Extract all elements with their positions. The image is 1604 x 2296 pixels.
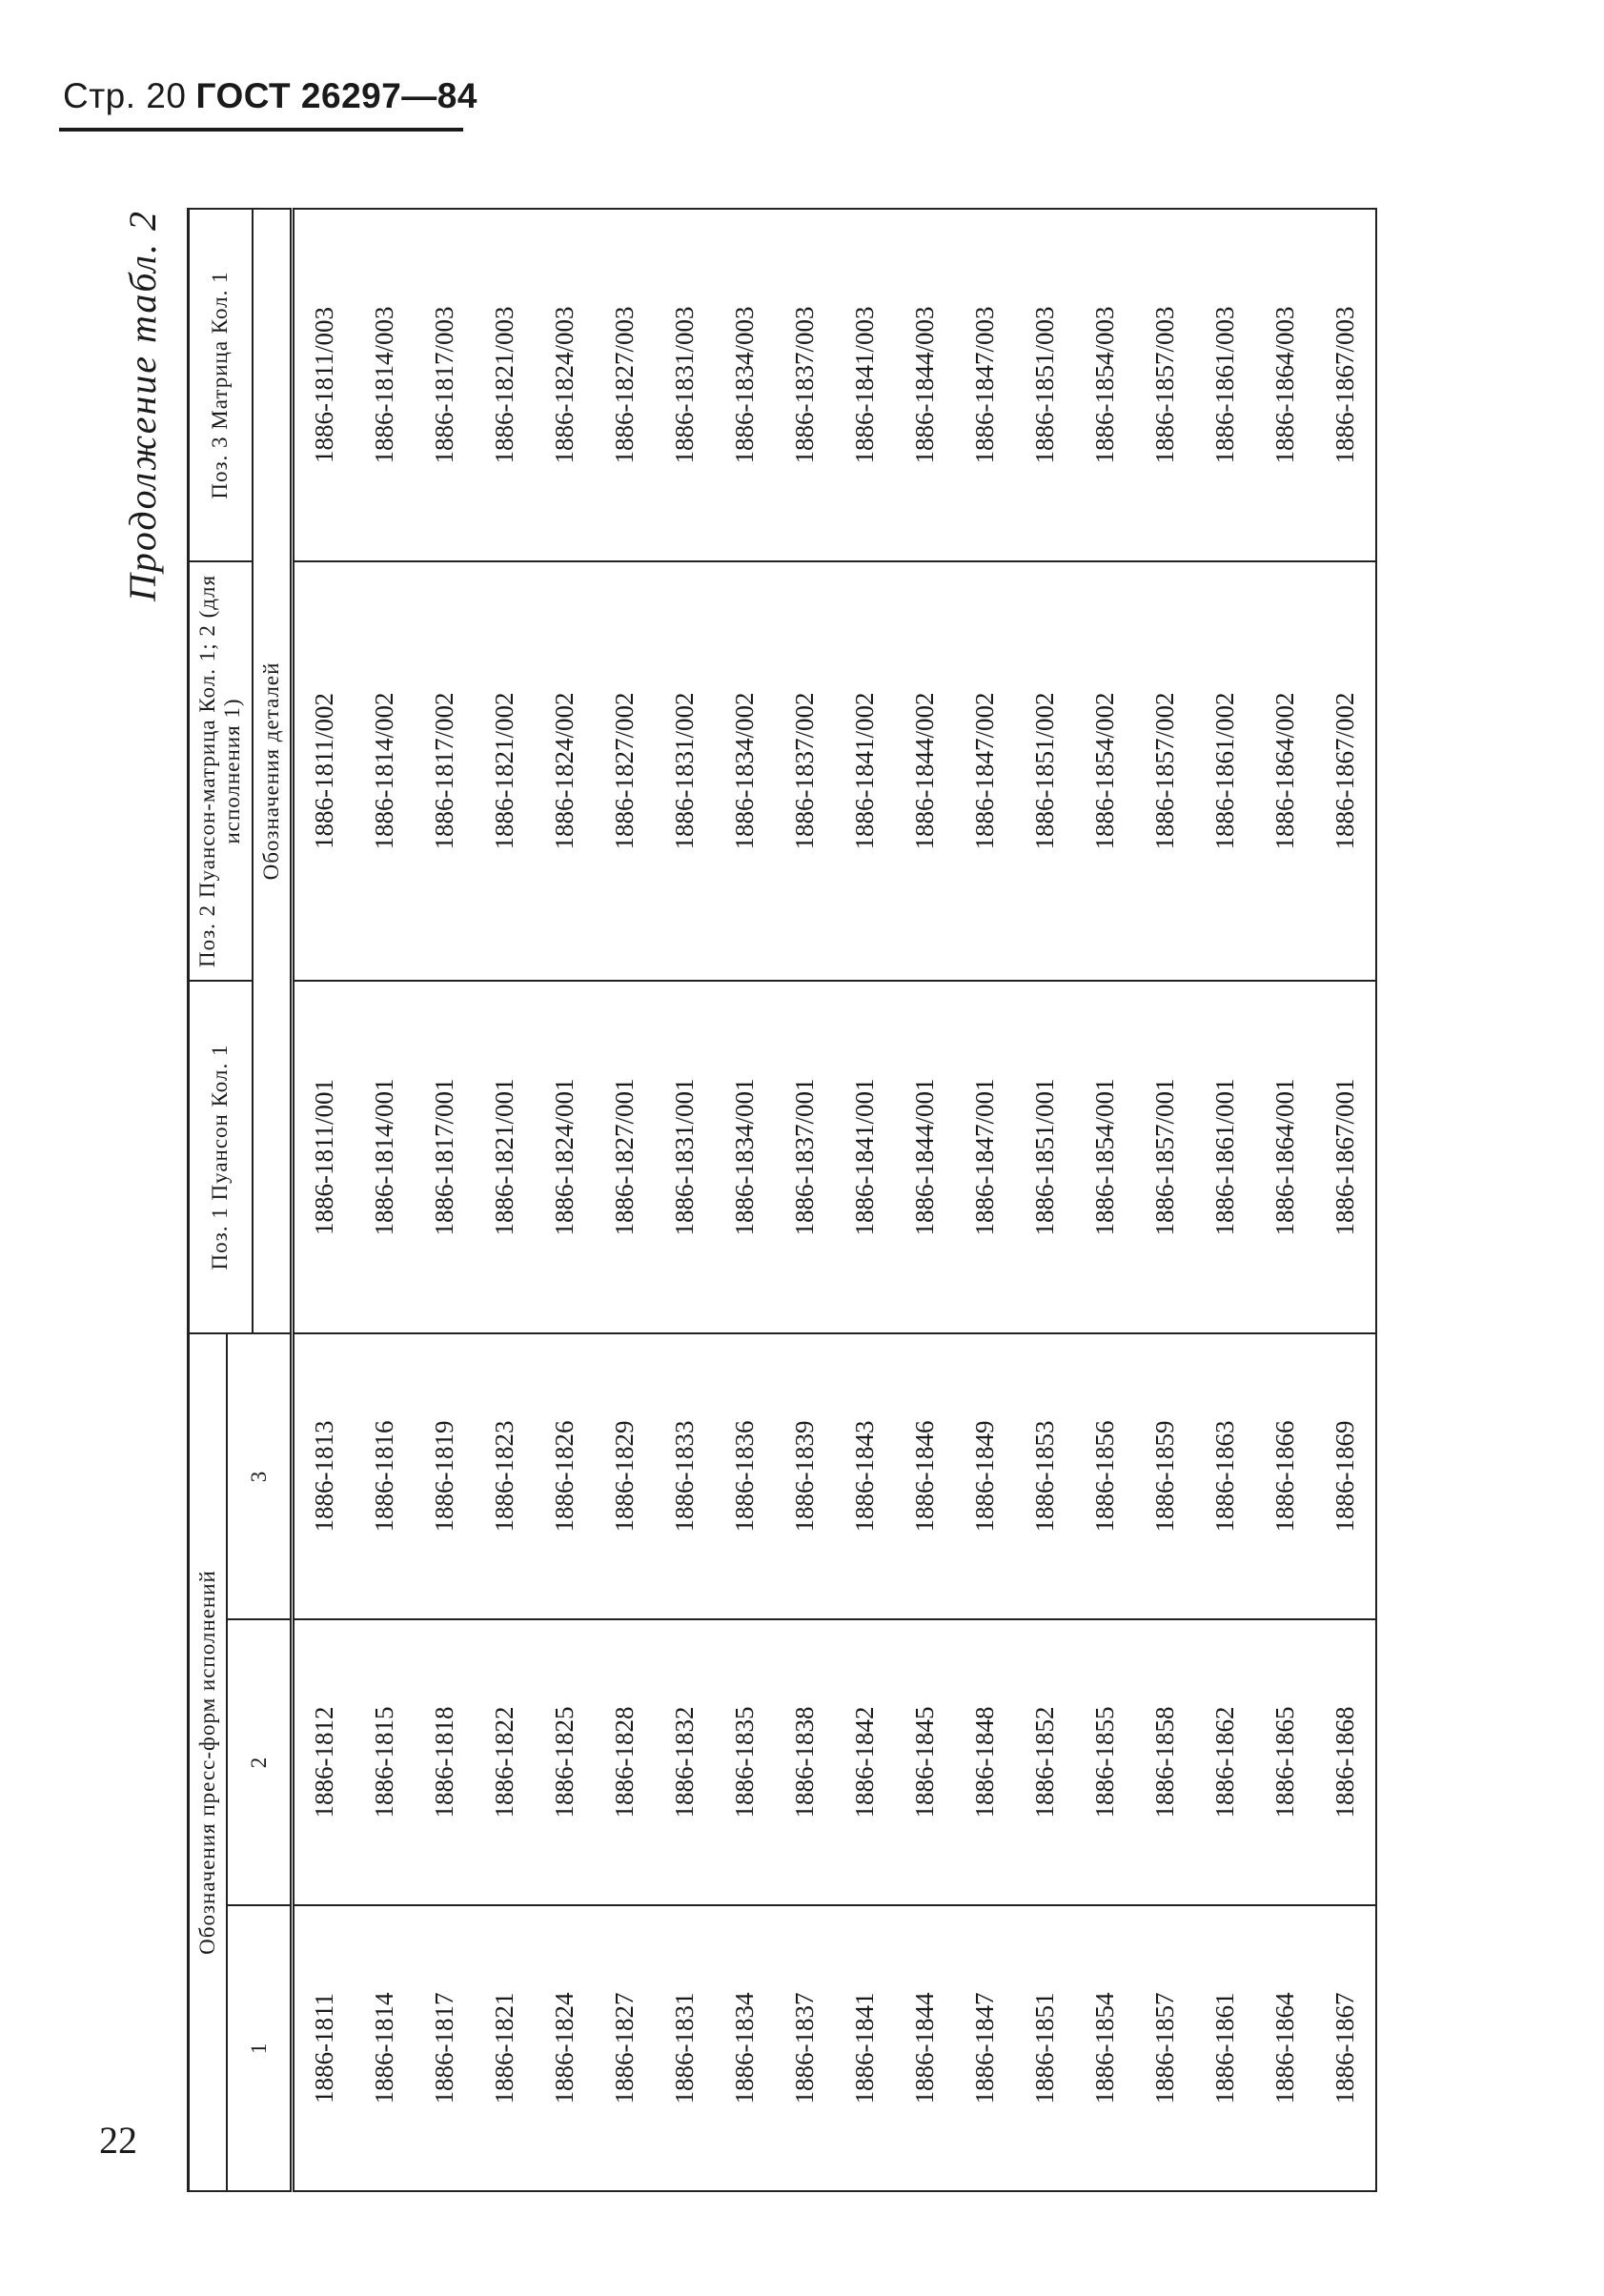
rotated-table-block	[111, 210, 1360, 2192]
table-cell: 1886-1816	[355, 1333, 415, 1619]
table-cell: 1886-1814/001	[355, 981, 415, 1333]
header-row-1	[189, 209, 228, 2191]
col2-header: 2	[227, 1619, 292, 1905]
table-cell: 1886-1866	[1255, 1333, 1315, 1619]
table-cell: 1886-1811/002	[293, 561, 355, 981]
table-cell: 1886-1823	[475, 1333, 535, 1619]
table-cell: 1886-1824	[535, 1905, 595, 2191]
table-cell: 1886-1868	[1315, 1619, 1376, 1905]
table-cell: 1886-1847	[955, 1905, 1015, 2191]
table-cell: 1886-1827/002	[595, 561, 655, 981]
table-cell: 1886-1838	[775, 1619, 835, 1905]
table-row	[1195, 209, 1255, 2191]
table-cell: 1886-1824/002	[535, 561, 595, 981]
table-row	[1135, 209, 1195, 2191]
table-row	[355, 209, 415, 2191]
table-cell: 1886-1859	[1135, 1333, 1195, 1619]
table-cell: 1886-1827	[595, 1905, 655, 2191]
table-cell: 1886-1839	[775, 1333, 835, 1619]
table-cell: 1886-1821/002	[475, 561, 535, 981]
table-cell: 1886-1869	[1315, 1333, 1376, 1619]
table-cell: 1886-1824/001	[535, 981, 595, 1333]
table-cell: 1886-1854/003	[1075, 209, 1135, 561]
table-body	[293, 209, 1377, 2191]
table-cell: 1886-1844/003	[895, 209, 955, 561]
table-cell: 1886-1817	[415, 1905, 475, 2191]
table-cell: 1886-1831/002	[655, 561, 715, 981]
table-cell: 1886-1819	[415, 1333, 475, 1619]
standard-number: ГОСТ 26297—84	[195, 76, 477, 115]
table-cell: 1886-1854/002	[1075, 561, 1135, 981]
table-cell: 1886-1834/002	[715, 561, 775, 981]
table-cell: 1886-1861/002	[1195, 561, 1255, 981]
table-row	[1015, 209, 1075, 2191]
table-cell: 1886-1847/003	[955, 209, 1015, 561]
table-row	[655, 209, 715, 2191]
table-cell: 1886-1863	[1195, 1333, 1255, 1619]
table-cell: 1886-1867/002	[1315, 561, 1376, 981]
table-cell: 1886-1843	[835, 1333, 895, 1619]
designation-table	[187, 208, 1377, 2192]
table-cell: 1886-1831/001	[655, 981, 715, 1333]
pos3-header: Поз. 3 Матрица Кол. 1	[189, 209, 253, 561]
table-cell: 1886-1841/001	[835, 981, 895, 1333]
table-cell: 1886-1861	[1195, 1905, 1255, 2191]
table-cell: 1886-1842	[835, 1619, 895, 1905]
table-cell: 1886-1834	[715, 1905, 775, 2191]
table-cell: 1886-1834/003	[715, 209, 775, 561]
table-cell: 1886-1837	[775, 1905, 835, 2191]
table-cell: 1886-1814/003	[355, 209, 415, 561]
table-cell: 1886-1841/003	[835, 209, 895, 561]
parts-group-header: Обозначения деталей	[253, 209, 293, 1333]
table-cell: 1886-1811/003	[293, 209, 355, 561]
table-cell: 1886-1845	[895, 1619, 955, 1905]
table-cell: 1886-1847/002	[955, 561, 1015, 981]
table-cell: 1886-1832	[655, 1619, 715, 1905]
table-cell: 1886-1857	[1135, 1905, 1195, 2191]
table-cell: 1886-1841/002	[835, 561, 895, 981]
table-cell: 1886-1825	[535, 1619, 595, 1905]
table-cell: 1886-1851/002	[1015, 561, 1075, 981]
table-cell: 1886-1821/001	[475, 981, 535, 1333]
table-cell: 1886-1841	[835, 1905, 895, 2191]
table-cell: 1886-1834/001	[715, 981, 775, 1333]
table-cell: 1886-1857/002	[1135, 561, 1195, 981]
page-number: 22	[99, 2119, 137, 2162]
table-cell: 1886-1861/003	[1195, 209, 1255, 561]
table-cell: 1886-1864/003	[1255, 209, 1315, 561]
table-cell: 1886-1864	[1255, 1905, 1315, 2191]
col3-header: 3	[227, 1333, 292, 1619]
table-cell: 1886-1846	[895, 1333, 955, 1619]
table-cell: 1886-1814	[355, 1905, 415, 2191]
table-cell: 1886-1828	[595, 1619, 655, 1905]
table-cell: 1886-1831	[655, 1905, 715, 2191]
table-cell: 1886-1852	[1015, 1619, 1075, 1905]
table-cell: 1886-1837/001	[775, 981, 835, 1333]
table-cell: 1886-1851/001	[1015, 981, 1075, 1333]
table-cell: 1886-1835	[715, 1619, 775, 1905]
table-cell: 1886-1847/001	[955, 981, 1015, 1333]
table-cell: 1886-1844/002	[895, 561, 955, 981]
table-cell: 1886-1853	[1015, 1333, 1075, 1619]
page-header	[63, 76, 477, 116]
table-cell: 1886-1851/003	[1015, 209, 1075, 561]
table-cell: 1886-1811/001	[293, 981, 355, 1333]
table-cell: 1886-1851	[1015, 1905, 1075, 2191]
table-cell: 1886-1817/001	[415, 981, 475, 1333]
table-cell: 1886-1864/002	[1255, 561, 1315, 981]
header-rule	[59, 128, 463, 132]
table-cell: 1886-1822	[475, 1619, 535, 1905]
table-cell: 1886-1815	[355, 1619, 415, 1905]
table-cell: 1886-1837/002	[775, 561, 835, 981]
table-cell: 1886-1867/001	[1315, 981, 1376, 1333]
table-row	[1075, 209, 1135, 2191]
table-row	[895, 209, 955, 2191]
table-cell: 1886-1817/003	[415, 209, 475, 561]
table-cell: 1886-1821/003	[475, 209, 535, 561]
molds-group-header: Обозначения пресс-форм исполнений	[189, 1333, 228, 2191]
table-cell: 1886-1867/003	[1315, 209, 1376, 561]
table-cell: 1886-1867	[1315, 1905, 1376, 2191]
table-row	[1315, 209, 1376, 2191]
table-cell: 1886-1824/003	[535, 209, 595, 561]
table-row	[293, 209, 355, 2191]
table-row	[415, 209, 475, 2191]
table-cell: 1886-1814/002	[355, 561, 415, 981]
table-cell: 1886-1813	[293, 1333, 355, 1619]
table-row	[955, 209, 1015, 2191]
table-caption: Продолжение табл. 2	[121, 210, 164, 602]
table-cell: 1886-1818	[415, 1619, 475, 1905]
table-cell: 1886-1812	[293, 1619, 355, 1905]
table-cell: 1886-1836	[715, 1333, 775, 1619]
table-cell: 1886-1849	[955, 1333, 1015, 1619]
page-label: Стр. 20	[63, 76, 187, 115]
table-cell: 1886-1827/001	[595, 981, 655, 1333]
table-cell: 1886-1848	[955, 1619, 1015, 1905]
table-cell: 1886-1811	[293, 1905, 355, 2191]
table-cell: 1886-1854/001	[1075, 981, 1135, 1333]
col1-header: 1	[227, 1905, 292, 2191]
table-cell: 1886-1857/003	[1135, 209, 1195, 561]
table-cell: 1886-1844/001	[895, 981, 955, 1333]
table-cell: 1886-1827/003	[595, 209, 655, 561]
table-cell: 1886-1862	[1195, 1619, 1255, 1905]
table-row	[535, 209, 595, 2191]
table-cell: 1886-1833	[655, 1333, 715, 1619]
table-cell: 1886-1831/003	[655, 209, 715, 561]
table-cell: 1886-1858	[1135, 1619, 1195, 1905]
table-row	[1255, 209, 1315, 2191]
table-cell: 1886-1829	[595, 1333, 655, 1619]
table-row	[775, 209, 835, 2191]
table-row	[835, 209, 895, 2191]
table-cell: 1886-1861/001	[1195, 981, 1255, 1333]
table-cell: 1886-1856	[1075, 1333, 1135, 1619]
table-row	[715, 209, 775, 2191]
table-cell: 1886-1821	[475, 1905, 535, 2191]
table-cell: 1886-1844	[895, 1905, 955, 2191]
pos1-header: Поз. 1 Пуансон Кол. 1	[189, 981, 253, 1333]
table-cell: 1886-1837/003	[775, 209, 835, 561]
table-cell: 1886-1864/001	[1255, 981, 1315, 1333]
table-cell: 1886-1857/001	[1135, 981, 1195, 1333]
table-row	[595, 209, 655, 2191]
table-cell: 1886-1854	[1075, 1905, 1135, 2191]
table-cell: 1886-1855	[1075, 1619, 1135, 1905]
table-row	[475, 209, 535, 2191]
table-cell: 1886-1817/002	[415, 561, 475, 981]
table-cell: 1886-1865	[1255, 1619, 1315, 1905]
table-cell: 1886-1826	[535, 1333, 595, 1619]
pos2-header: Поз. 2 Пуансон-матрица Кол. 1; 2 (для исполнения 1)	[189, 561, 253, 981]
